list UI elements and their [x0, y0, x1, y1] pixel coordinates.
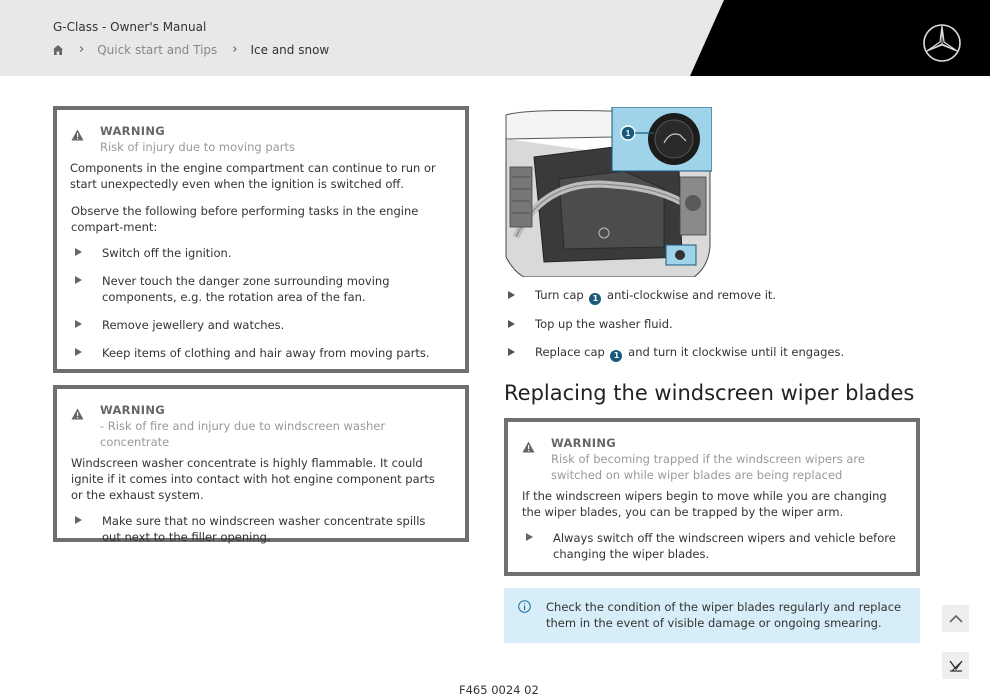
bullet-arrow-icon — [75, 516, 82, 524]
callout-badge: 1 — [610, 350, 622, 362]
warning-box-washer-concentrate — [53, 385, 469, 542]
list-item: Always switch off the windscreen wipers and vehicle before changing the wiper blades. — [522, 530, 898, 562]
warning-subtitle: Risk of injury due to moving parts — [100, 140, 295, 154]
warning-box-moving-parts — [53, 106, 469, 373]
warning-subtitle: - Risk of fire and injury due to windscreen washer concentrate — [100, 419, 386, 449]
warning-triangle-icon — [522, 441, 535, 453]
share-icon — [948, 659, 964, 673]
list-item: Keep items of clothing and hair away from moving parts. — [71, 345, 447, 361]
bullet-arrow-icon — [508, 348, 515, 356]
figure-code: F465 0024 02 — [459, 683, 539, 697]
engine-compartment-illustration — [504, 107, 712, 277]
warning-subtitle: Risk of becoming trapped if the windscreen wipers are switched on while wiper blades are being replaced — [551, 452, 865, 482]
share-button[interactable] — [942, 652, 969, 679]
list-item: Turn cap 1 anti-clockwise and remove it. — [504, 287, 844, 305]
warning-triangle-icon — [71, 129, 84, 141]
warning-text: Observe the following before performing tasks in the engine compart-ment: — [71, 204, 419, 234]
list-item: Top up the washer fluid. — [504, 316, 844, 332]
bullet-arrow-icon — [75, 320, 82, 328]
callout-badge: 1 — [589, 293, 601, 305]
breadcrumb-current: Ice and snow — [250, 42, 330, 57]
breadcrumb — [52, 42, 329, 57]
warning-title: WARNING — [551, 436, 616, 450]
bullet-arrow-icon — [526, 533, 533, 541]
info-text: Check the condition of the wiper blades regularly and replace them in the event of visible damage or ongoing smearing. — [546, 600, 902, 630]
scroll-up-button[interactable] — [942, 605, 969, 632]
bullet-arrow-icon — [75, 276, 82, 284]
home-icon[interactable] — [52, 44, 64, 56]
scroll-up-icon — [948, 614, 964, 624]
manual-title: G-Class - Owner's Manual — [53, 20, 207, 34]
breadcrumb-link-quick-start[interactable]: Quick start and Tips — [97, 42, 218, 57]
warning-title: WARNING — [100, 124, 165, 138]
bullet-arrow-icon — [75, 248, 82, 256]
warning-box-wiper-trap — [504, 418, 920, 576]
list-item: Switch off the ignition. — [71, 245, 447, 261]
warning-text: If the windscreen wipers begin to move while you are changing the wiper blades, you can be trapped by the wiper arm. — [522, 489, 887, 519]
list-item: Remove jewellery and watches. — [71, 317, 447, 333]
list-item: Make sure that no windscreen washer concentrate spills out next to the filler opening. — [71, 513, 447, 545]
chevron-right-icon: › — [79, 42, 85, 57]
chevron-right-icon: › — [232, 42, 238, 57]
info-note — [504, 588, 920, 643]
list-item: Replace cap 1 and turn it clockwise until it engages. — [504, 344, 844, 362]
bullet-arrow-icon — [75, 348, 82, 356]
warning-triangle-icon — [71, 408, 84, 420]
callout-number: 1 — [625, 129, 631, 138]
section-title: Replacing the windscreen wiper blades — [504, 381, 915, 405]
washer-fluid-steps — [504, 287, 844, 374]
info-icon — [518, 600, 531, 613]
list-item: Never touch the danger zone surrounding moving components, e.g. the rotation area of the fan. — [71, 273, 447, 305]
mercedes-star-logo[interactable] — [922, 23, 962, 63]
warning-text: Components in the engine compartment can continue to run or start unexpectedly even when the ignition is switched off. — [70, 161, 436, 191]
warning-title: WARNING — [100, 403, 165, 417]
bullet-arrow-icon — [508, 291, 515, 299]
warning-text: Windscreen washer concentrate is highly flammable. It could ignite if it comes into contact with hot engine component parts or the exhaust system. — [71, 456, 435, 502]
bullet-arrow-icon — [508, 320, 515, 328]
